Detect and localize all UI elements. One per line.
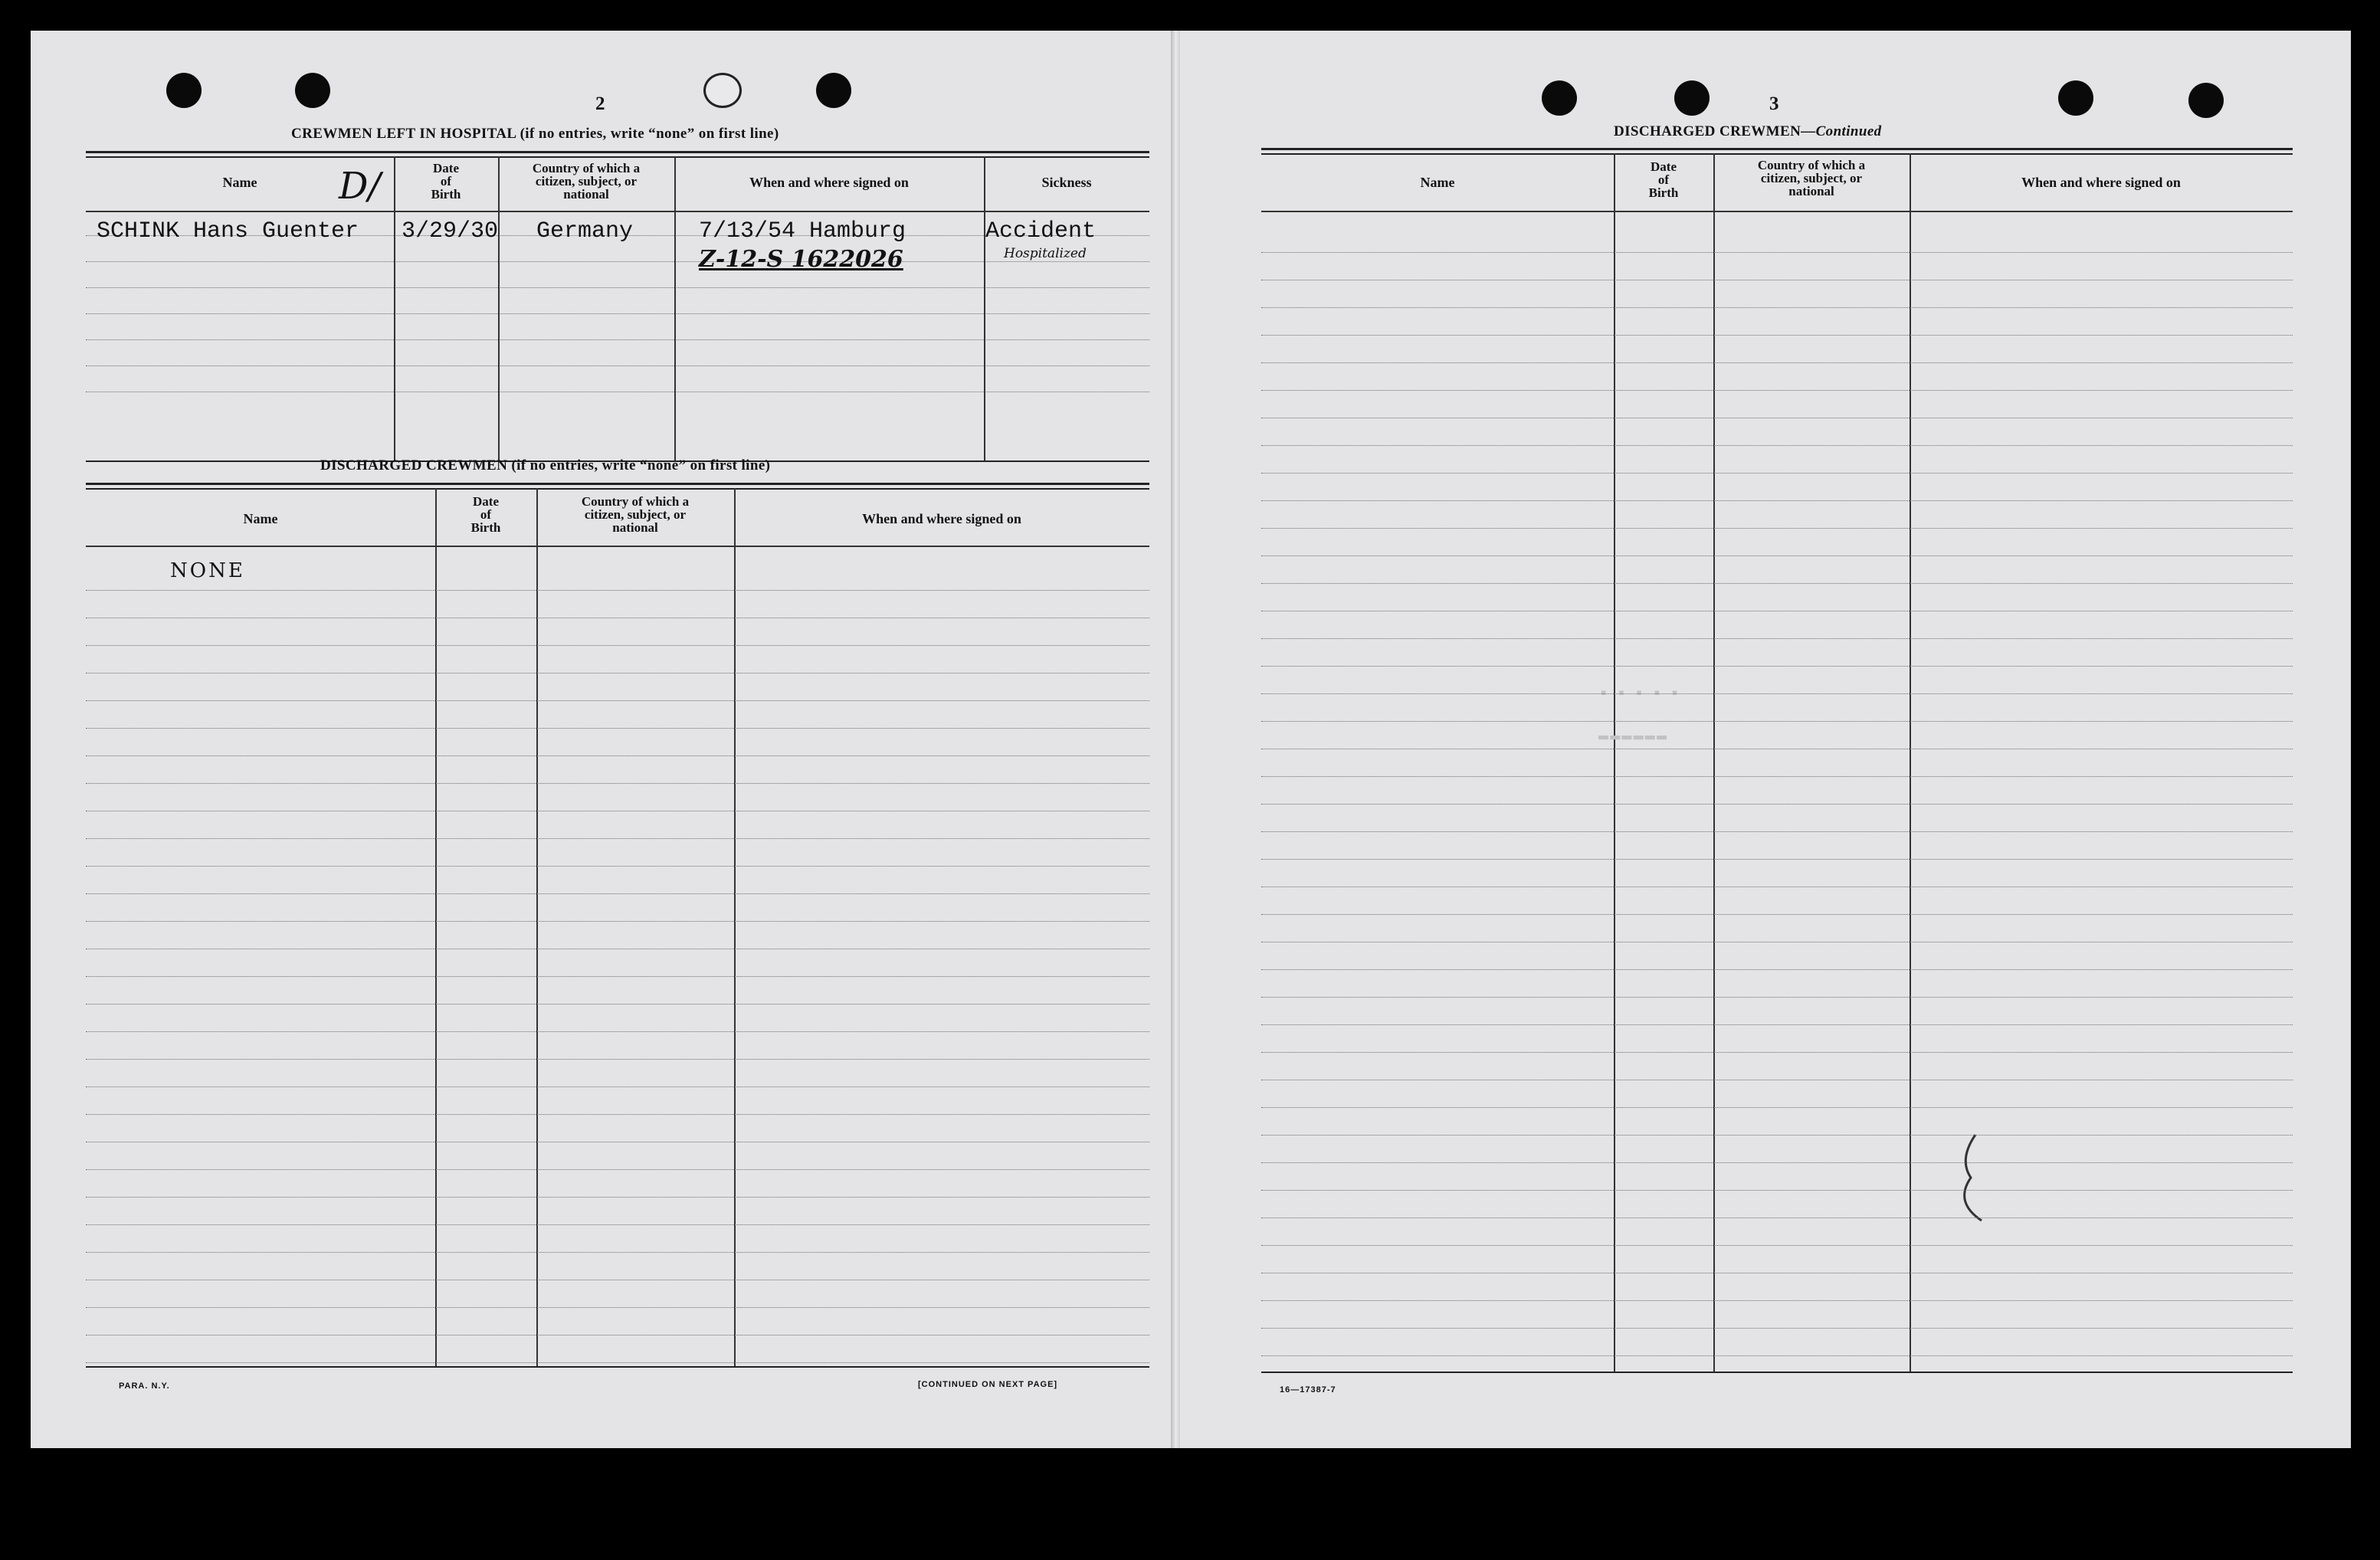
handwritten-none: NONE [170, 559, 245, 582]
form-line [86, 1059, 1149, 1060]
form-line [1261, 528, 2293, 529]
entry-name: SCHINK Hans Guenter [97, 218, 359, 244]
form-line [1261, 969, 2293, 970]
punch-hole-torn [703, 73, 742, 108]
form-line [1261, 804, 2293, 805]
col-header-when-where: When and where signed on [862, 511, 1021, 526]
bleed-through-text: ▪▪▪▪▪ [1598, 684, 1688, 703]
form-line [86, 1169, 1149, 1170]
col-header-date-of-birth: Date of Birth [431, 161, 461, 202]
col-header-when-where: When and where signed on [749, 175, 909, 190]
pencil-mark [1943, 1129, 1989, 1228]
form-line [1261, 776, 2293, 777]
form-line [86, 728, 1149, 729]
form-line [86, 755, 1149, 756]
form-line [1261, 666, 2293, 667]
form-line [1261, 1300, 2293, 1301]
col-header-date-of-birth: Date of Birth [470, 494, 501, 535]
form-line [1261, 1328, 2293, 1329]
col-header-name: Name [222, 175, 257, 190]
entry-when-where: 7/13/54 Hamburg [699, 218, 906, 244]
form-line [1261, 473, 2293, 474]
form-line [1261, 445, 2293, 446]
page-number: 3 [1769, 93, 1779, 114]
form-line [1261, 859, 2293, 860]
footer-continued: [CONTINUED ON NEXT PAGE] [918, 1380, 1058, 1389]
form-line [86, 783, 1149, 784]
punch-hole [166, 73, 202, 108]
form-line [86, 590, 1149, 591]
handwritten-note: Hospitalized [1004, 246, 1087, 261]
form-line [86, 838, 1149, 839]
col-header-country: Country of which a citizen, subject, or national [1757, 158, 1866, 198]
form-line [1261, 1107, 2293, 1108]
form-line [1261, 500, 2293, 501]
discharged-table [86, 483, 1149, 1402]
form-line [86, 921, 1149, 922]
form-line [86, 1086, 1149, 1087]
handwritten-id: Z-12-S 1622026 [699, 246, 903, 273]
col-header-date-of-birth: Date of Birth [1648, 159, 1679, 200]
entry-country: Germany [536, 218, 634, 244]
punch-hole [1674, 80, 1710, 116]
form-line [1261, 1162, 2293, 1163]
form-line [1261, 1024, 2293, 1025]
form-line [1261, 362, 2293, 363]
form-line [1261, 1245, 2293, 1246]
punch-hole [1542, 80, 1577, 116]
form-line [1261, 693, 2293, 694]
discharged-continued-table [1261, 148, 2293, 1404]
discharged-section-title: DISCHARGED CREWMEN (if no entries, write “none” on first line) [320, 457, 771, 474]
footer-form-number: 16—17387-7 [1280, 1385, 1336, 1394]
col-header-country: Country of which a citizen, subject, or national [532, 161, 641, 202]
footer-printer: PARA. N.Y. [119, 1381, 170, 1391]
hospital-section-title: CREWMEN LEFT IN HOSPITAL (if no entries, write “none” on first line) [291, 126, 779, 142]
punch-hole [816, 73, 851, 108]
form-line [86, 700, 1149, 701]
form-line [86, 866, 1149, 867]
form-line [86, 645, 1149, 646]
form-line [1261, 638, 2293, 639]
punch-hole [2188, 83, 2224, 118]
hospital-table [86, 151, 1149, 464]
form-line [1261, 1355, 2293, 1356]
col-header-when-where: When and where signed on [2021, 175, 2181, 190]
form-line [1261, 390, 2293, 391]
form-line [1261, 1135, 2293, 1136]
entry-date-of-birth: 3/29/30 [402, 218, 499, 244]
discharged-continued-title: DISCHARGED CREWMEN—Continued [1614, 123, 1882, 139]
table-bottom-rule [1261, 1372, 2293, 1373]
col-header-name: Name [243, 511, 278, 526]
form-line [1261, 252, 2293, 253]
form-line [1261, 721, 2293, 722]
form-line [1261, 1052, 2293, 1053]
form-line [1261, 831, 2293, 832]
form-line [86, 1252, 1149, 1253]
header-annotation: D/ [339, 165, 381, 208]
left-page [31, 31, 1172, 1448]
col-header-sickness: Sickness [1041, 175, 1092, 190]
form-line [86, 893, 1149, 894]
entry-sickness: Accident [985, 218, 1097, 244]
form-line [1261, 1190, 2293, 1191]
form-line [86, 1114, 1149, 1115]
form-line [86, 1197, 1149, 1198]
form-line [86, 1335, 1149, 1336]
form-line [86, 976, 1149, 977]
punch-hole [295, 73, 330, 108]
form-line [1261, 583, 2293, 584]
table-bottom-rule [86, 1366, 1149, 1368]
form-line [86, 1307, 1149, 1308]
right-page [1180, 31, 2351, 1448]
form-line [1261, 914, 2293, 915]
form-line [1261, 307, 2293, 308]
bleed-through-stamp: ▬▬▬▬▬▬ [1598, 726, 1669, 746]
form-line [1261, 335, 2293, 336]
form-line [86, 1224, 1149, 1225]
page-number: 2 [595, 93, 605, 114]
punch-hole [2058, 80, 2093, 116]
col-header-country: Country of which a citizen, subject, or national [581, 494, 690, 535]
form-line [1261, 997, 2293, 998]
form-line [86, 1362, 1149, 1363]
form-line [86, 1031, 1149, 1032]
col-header-name: Name [1420, 175, 1455, 190]
